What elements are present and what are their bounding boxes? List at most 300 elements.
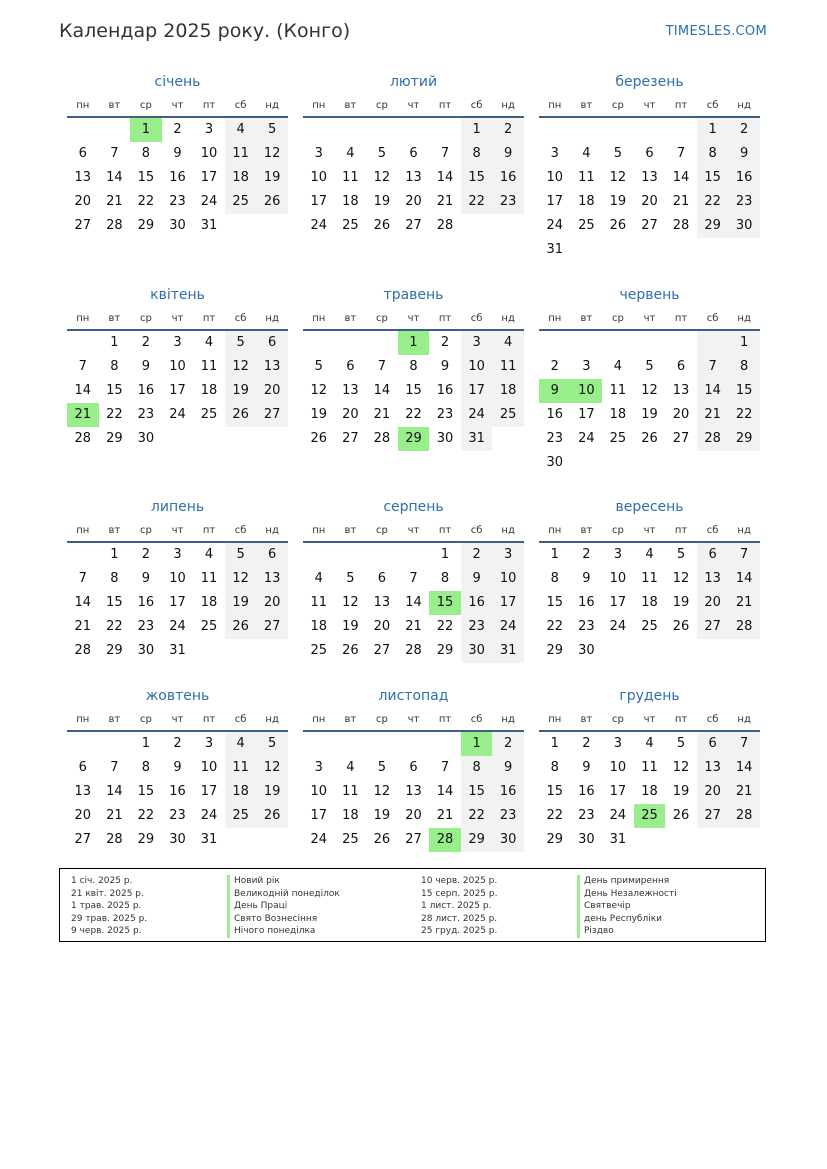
empty-cell — [366, 732, 398, 756]
day-cell: 27 — [74, 218, 92, 233]
day-cell: 6 — [409, 146, 418, 161]
day-cell: 29 — [106, 643, 123, 658]
day-cell: 10 — [169, 571, 186, 586]
weekday-label: нд — [501, 100, 515, 111]
day-cell: 24 — [200, 808, 218, 823]
day-cell: 23 — [492, 190, 524, 214]
day-cell: 30 — [728, 214, 760, 238]
legend-holiday-name: День примирення — [577, 875, 677, 888]
weekday-label: чт — [407, 100, 420, 111]
day-cell: 13 — [74, 170, 92, 185]
legend-date: 15 серп. 2025 р. — [421, 888, 498, 899]
day-cell: 8 — [461, 756, 493, 780]
day-cell: 24 — [169, 619, 186, 634]
day-cell: 2 — [492, 118, 524, 142]
weekday-label: вт — [344, 313, 357, 324]
day-cell: 11 — [225, 756, 257, 780]
empty-cell — [571, 118, 603, 142]
day-cell: 12 — [609, 170, 627, 185]
day-cell: 8 — [550, 760, 559, 775]
day-cell: 17 — [546, 194, 564, 209]
weekday-label: пн — [312, 313, 326, 324]
weekday-label: нд — [265, 313, 279, 324]
weekday-label: сб — [470, 525, 483, 536]
day-cell: 1 — [461, 118, 493, 142]
weekday-label: пн — [312, 714, 326, 725]
weekday-label: пт — [202, 714, 216, 725]
day-cell: 25 — [225, 190, 257, 214]
day-cell: 21 — [67, 403, 99, 427]
day-cell: 7 — [110, 146, 119, 161]
day-cell: 21 — [106, 194, 123, 209]
day-cell: 13 — [405, 170, 422, 185]
day-cell: 24 — [546, 218, 564, 233]
day-cell: 5 — [377, 146, 387, 161]
day-cell: 11 — [342, 170, 359, 185]
day-cell: 9 — [173, 760, 182, 775]
day-cell: 17 — [310, 808, 328, 823]
day-cell: 10 — [310, 784, 328, 799]
day-cell: 30 — [461, 639, 493, 663]
day-cell: 28 — [436, 218, 454, 233]
day-cell: 24 — [609, 808, 627, 823]
day-cell: 20 — [697, 780, 729, 804]
day-cell: 19 — [672, 784, 690, 799]
day-cell: 11 — [641, 760, 658, 775]
weekday-label: пт — [438, 313, 452, 324]
day-cell: 13 — [405, 784, 422, 799]
month-12 — [539, 686, 760, 852]
day-cell: 18 — [310, 619, 328, 634]
day-cell: 8 — [110, 571, 119, 586]
day-cell: 11 — [225, 142, 257, 166]
day-cell: 3 — [173, 335, 182, 350]
day-cell: 7 — [728, 543, 760, 567]
day-cell: 14 — [672, 170, 690, 185]
day-cell: 17 — [169, 595, 186, 610]
day-cell: 22 — [137, 194, 155, 209]
day-cell: 26 — [373, 218, 391, 233]
day-cell: 23 — [546, 431, 564, 446]
day-cell: 17 — [169, 383, 186, 398]
day-cell: 3 — [550, 146, 559, 161]
month-name: квітень — [150, 287, 205, 303]
weekday-header — [67, 96, 288, 116]
weekday-label: нд — [265, 100, 279, 111]
day-cell: 11 — [492, 355, 524, 379]
day-cell: 7 — [440, 760, 450, 775]
day-cell: 15 — [106, 595, 123, 610]
day-cell: 22 — [546, 619, 564, 634]
day-cell: 5 — [256, 732, 288, 756]
day-cell: 7 — [78, 359, 87, 374]
empty-cell — [665, 118, 697, 142]
empty-cell — [335, 331, 367, 355]
weekday-label: пт — [438, 714, 452, 725]
weekday-label: нд — [265, 714, 279, 725]
day-cell: 13 — [373, 595, 391, 610]
weekday-label: вт — [344, 525, 357, 536]
weekday-label: пт — [674, 714, 688, 725]
day-cell: 4 — [613, 359, 623, 374]
day-cell: 22 — [461, 190, 493, 214]
day-cell: 22 — [137, 808, 155, 823]
weekday-label: чт — [643, 714, 656, 725]
day-cell: 8 — [697, 142, 729, 166]
day-cell: 14 — [728, 567, 760, 591]
day-cell: 10 — [200, 146, 218, 161]
legend-date: 1 лист. 2025 р. — [421, 901, 492, 912]
weekday-label: вт — [580, 525, 593, 536]
day-grid — [67, 732, 288, 852]
day-cell: 1 — [398, 331, 430, 355]
day-cell: 26 — [310, 431, 328, 446]
day-cell: 25 — [310, 643, 328, 658]
day-cell: 4 — [225, 118, 257, 142]
day-cell: 10 — [461, 355, 493, 379]
legend-holiday-name: Новий рік — [227, 875, 340, 888]
day-cell: 4 — [346, 146, 355, 161]
day-cell: 5 — [225, 331, 257, 355]
day-cell: 7 — [377, 359, 387, 374]
weekday-label: чт — [171, 714, 184, 725]
weekday-label: вт — [580, 100, 593, 111]
day-cell: 19 — [256, 780, 288, 804]
day-grid — [67, 331, 288, 451]
day-cell: 15 — [137, 170, 155, 185]
day-cell: 29 — [546, 643, 564, 658]
day-cell: 28 — [106, 832, 123, 847]
day-cell: 6 — [409, 760, 418, 775]
day-cell: 16 — [578, 595, 595, 610]
day-cell: 19 — [609, 194, 627, 209]
day-cell: 6 — [645, 146, 654, 161]
day-cell: 9 — [582, 571, 591, 586]
day-cell: 21 — [697, 403, 729, 427]
day-cell: 26 — [672, 619, 690, 634]
day-cell: 13 — [256, 567, 288, 591]
day-cell: 4 — [645, 547, 654, 562]
day-cell: 16 — [436, 383, 454, 398]
day-cell: 12 — [256, 756, 288, 780]
month-1 — [67, 72, 288, 238]
weekday-label: нд — [501, 714, 515, 725]
weekday-label: вт — [108, 100, 121, 111]
weekday-label: вт — [344, 714, 357, 725]
legend-names-col-1 — [227, 875, 340, 938]
day-cell: 18 — [641, 595, 658, 610]
day-cell: 31 — [169, 643, 186, 658]
day-cell: 21 — [728, 780, 760, 804]
day-cell: 8 — [141, 760, 151, 775]
day-cell: 27 — [672, 431, 690, 446]
day-grid — [67, 118, 288, 238]
empty-cell — [398, 543, 430, 567]
empty-cell — [67, 732, 99, 756]
empty-cell — [366, 331, 398, 355]
day-cell: 2 — [492, 732, 524, 756]
day-cell: 21 — [728, 591, 760, 615]
day-cell: 9 — [582, 760, 591, 775]
weekday-label: сб — [234, 714, 247, 725]
month-name: березень — [615, 74, 684, 90]
day-grid — [303, 118, 524, 238]
day-cell: 5 — [225, 543, 257, 567]
legend-date: 1 трав. 2025 р. — [71, 901, 142, 912]
weekday-header — [303, 309, 524, 329]
legend-date: 9 черв. 2025 р. — [71, 926, 142, 937]
month-name: листопад — [378, 688, 449, 704]
weekday-label: вт — [344, 100, 357, 111]
day-cell: 28 — [672, 218, 690, 233]
empty-cell — [99, 118, 131, 142]
empty-cell — [303, 331, 335, 355]
day-cell: 27 — [256, 403, 288, 427]
day-cell: 20 — [74, 194, 92, 209]
day-cell: 16 — [492, 780, 524, 804]
weekday-label: пт — [674, 313, 688, 324]
empty-cell — [303, 732, 335, 756]
day-cell: 5 — [645, 359, 654, 374]
day-cell: 27 — [256, 615, 288, 639]
day-cell: 9 — [461, 567, 493, 591]
day-cell: 7 — [440, 146, 450, 161]
weekday-label: нд — [737, 525, 751, 536]
site-link[interactable]: TIMESLES.COM — [665, 24, 767, 39]
day-cell: 3 — [461, 331, 493, 355]
weekday-label: пт — [202, 313, 216, 324]
day-cell: 1 — [697, 118, 729, 142]
day-cell: 11 — [200, 571, 218, 586]
legend-dates-col-2 — [421, 875, 497, 938]
day-cell: 6 — [346, 359, 355, 374]
day-cell: 31 — [546, 242, 564, 257]
weekday-label: пн — [76, 313, 90, 324]
day-cell: 5 — [613, 146, 623, 161]
day-cell: 4 — [492, 331, 524, 355]
day-cell: 5 — [377, 760, 387, 775]
weekday-label: сб — [470, 714, 483, 725]
weekday-header — [539, 96, 760, 116]
day-cell: 18 — [578, 194, 595, 209]
day-cell: 8 — [550, 571, 559, 586]
day-cell: 23 — [169, 194, 186, 209]
day-cell: 17 — [609, 595, 627, 610]
legend-holiday-name: Великодній понеділок — [227, 888, 340, 901]
day-cell: 13 — [697, 567, 729, 591]
day-cell: 12 — [225, 355, 257, 379]
day-cell: 8 — [110, 359, 119, 374]
day-cell: 2 — [173, 122, 182, 137]
weekday-label: сб — [234, 525, 247, 536]
day-cell: 5 — [676, 547, 686, 562]
month-5 — [303, 285, 524, 451]
empty-cell — [539, 118, 571, 142]
weekday-header — [303, 96, 524, 116]
day-cell: 27 — [697, 615, 729, 639]
empty-cell — [429, 118, 461, 142]
weekday-label: чт — [171, 100, 184, 111]
day-cell: 27 — [405, 218, 422, 233]
day-cell: 12 — [373, 784, 391, 799]
empty-cell — [366, 118, 398, 142]
day-cell: 29 — [546, 832, 564, 847]
day-cell: 25 — [200, 619, 218, 634]
day-cell: 22 — [461, 804, 493, 828]
month-3 — [539, 72, 760, 262]
day-cell: 16 — [728, 166, 760, 190]
day-cell: 23 — [169, 808, 186, 823]
day-cell: 19 — [373, 808, 391, 823]
day-cell: 29 — [461, 828, 493, 852]
weekday-header — [539, 521, 760, 541]
day-cell: 2 — [141, 335, 151, 350]
day-cell: 3 — [204, 122, 214, 137]
month-name: серпень — [383, 499, 444, 515]
empty-cell — [335, 732, 367, 756]
day-cell: 14 — [728, 756, 760, 780]
day-cell: 14 — [74, 595, 92, 610]
day-cell: 24 — [609, 619, 627, 634]
day-cell: 1 — [440, 547, 450, 562]
weekday-header — [303, 710, 524, 730]
month-name: вересень — [615, 499, 684, 515]
day-cell: 8 — [440, 571, 450, 586]
day-cell: 1 — [141, 736, 151, 751]
day-grid — [539, 118, 760, 262]
weekday-label: пн — [548, 313, 562, 324]
legend-holiday-name: Святвечір — [577, 900, 677, 913]
day-cell: 15 — [429, 591, 461, 615]
month-6 — [539, 285, 760, 475]
day-cell: 21 — [74, 619, 92, 634]
day-cell: 9 — [492, 756, 524, 780]
day-cell: 19 — [225, 591, 257, 615]
day-cell: 20 — [373, 619, 391, 634]
day-cell: 17 — [200, 784, 218, 799]
day-cell: 18 — [342, 808, 359, 823]
day-grid — [303, 543, 524, 663]
day-cell: 11 — [641, 571, 658, 586]
empty-cell — [602, 118, 634, 142]
day-cell: 27 — [641, 218, 658, 233]
empty-cell — [67, 331, 99, 355]
weekday-label: ср — [611, 100, 624, 111]
empty-cell — [303, 118, 335, 142]
empty-cell — [303, 543, 335, 567]
day-cell: 12 — [256, 142, 288, 166]
day-cell: 22 — [436, 619, 454, 634]
day-cell: 28 — [728, 804, 760, 828]
weekday-label: чт — [171, 313, 184, 324]
legend-date: 25 груд. 2025 р. — [421, 926, 498, 937]
day-cell: 14 — [373, 383, 391, 398]
day-cell: 23 — [492, 804, 524, 828]
day-cell: 19 — [310, 407, 328, 422]
day-cell: 3 — [173, 547, 182, 562]
weekday-label: сб — [706, 100, 719, 111]
day-cell: 7 — [676, 146, 686, 161]
weekday-label: вт — [108, 525, 121, 536]
day-cell: 15 — [697, 166, 729, 190]
day-cell: 20 — [641, 194, 658, 209]
day-cell: 17 — [200, 170, 218, 185]
legend-date: 1 січ. 2025 р. — [71, 876, 133, 886]
day-cell: 25 — [578, 218, 595, 233]
day-cell: 7 — [697, 355, 729, 379]
weekday-label: пн — [76, 100, 90, 111]
weekday-label: чт — [643, 100, 656, 111]
month-9 — [539, 497, 760, 663]
day-cell: 21 — [436, 194, 454, 209]
empty-cell — [539, 331, 571, 355]
weekday-label: ср — [611, 525, 624, 536]
empty-cell — [634, 118, 666, 142]
day-cell: 6 — [377, 571, 387, 586]
day-cell: 23 — [436, 407, 454, 422]
day-cell: 3 — [613, 547, 623, 562]
day-cell: 4 — [204, 335, 214, 350]
weekday-label: чт — [643, 525, 656, 536]
empty-cell — [99, 732, 131, 756]
month-name: грудень — [619, 688, 680, 704]
legend-date: 29 трав. 2025 р. — [71, 913, 148, 924]
empty-cell — [429, 732, 461, 756]
day-cell: 20 — [342, 407, 359, 422]
day-cell: 2 — [550, 359, 559, 374]
day-cell: 18 — [342, 194, 359, 209]
day-cell: 15 — [728, 379, 760, 403]
day-cell: 19 — [641, 407, 658, 422]
day-cell: 30 — [492, 828, 524, 852]
day-cell: 1 — [130, 118, 162, 142]
weekday-label: нд — [737, 100, 751, 111]
day-cell: 30 — [137, 643, 155, 658]
day-cell: 6 — [256, 331, 288, 355]
weekday-label: пн — [312, 100, 326, 111]
weekday-label: пт — [202, 525, 216, 536]
day-cell: 31 — [492, 639, 524, 663]
day-cell: 30 — [546, 455, 564, 470]
day-cell: 12 — [342, 595, 359, 610]
day-cell: 11 — [578, 170, 595, 185]
day-cell: 8 — [409, 359, 418, 374]
weekday-label: сб — [470, 313, 483, 324]
day-cell: 27 — [697, 804, 729, 828]
day-cell: 18 — [200, 595, 218, 610]
day-cell: 25 — [225, 804, 257, 828]
day-cell: 9 — [440, 359, 450, 374]
day-cell: 4 — [645, 736, 654, 751]
day-cell: 16 — [546, 407, 564, 422]
day-cell: 14 — [106, 784, 123, 799]
empty-cell — [335, 543, 367, 567]
empty-cell — [398, 118, 430, 142]
day-cell: 29 — [436, 643, 454, 658]
day-cell: 1 — [728, 331, 760, 355]
day-cell: 27 — [373, 643, 391, 658]
weekday-label: нд — [737, 714, 751, 725]
empty-cell — [67, 543, 99, 567]
empty-cell — [398, 732, 430, 756]
legend-date: 28 лист. 2025 р. — [421, 913, 498, 924]
day-cell: 10 — [546, 170, 564, 185]
weekday-label: сб — [234, 100, 247, 111]
weekday-label: ср — [139, 714, 152, 725]
day-cell: 23 — [578, 619, 595, 634]
day-cell: 18 — [492, 379, 524, 403]
day-cell: 15 — [461, 780, 493, 804]
